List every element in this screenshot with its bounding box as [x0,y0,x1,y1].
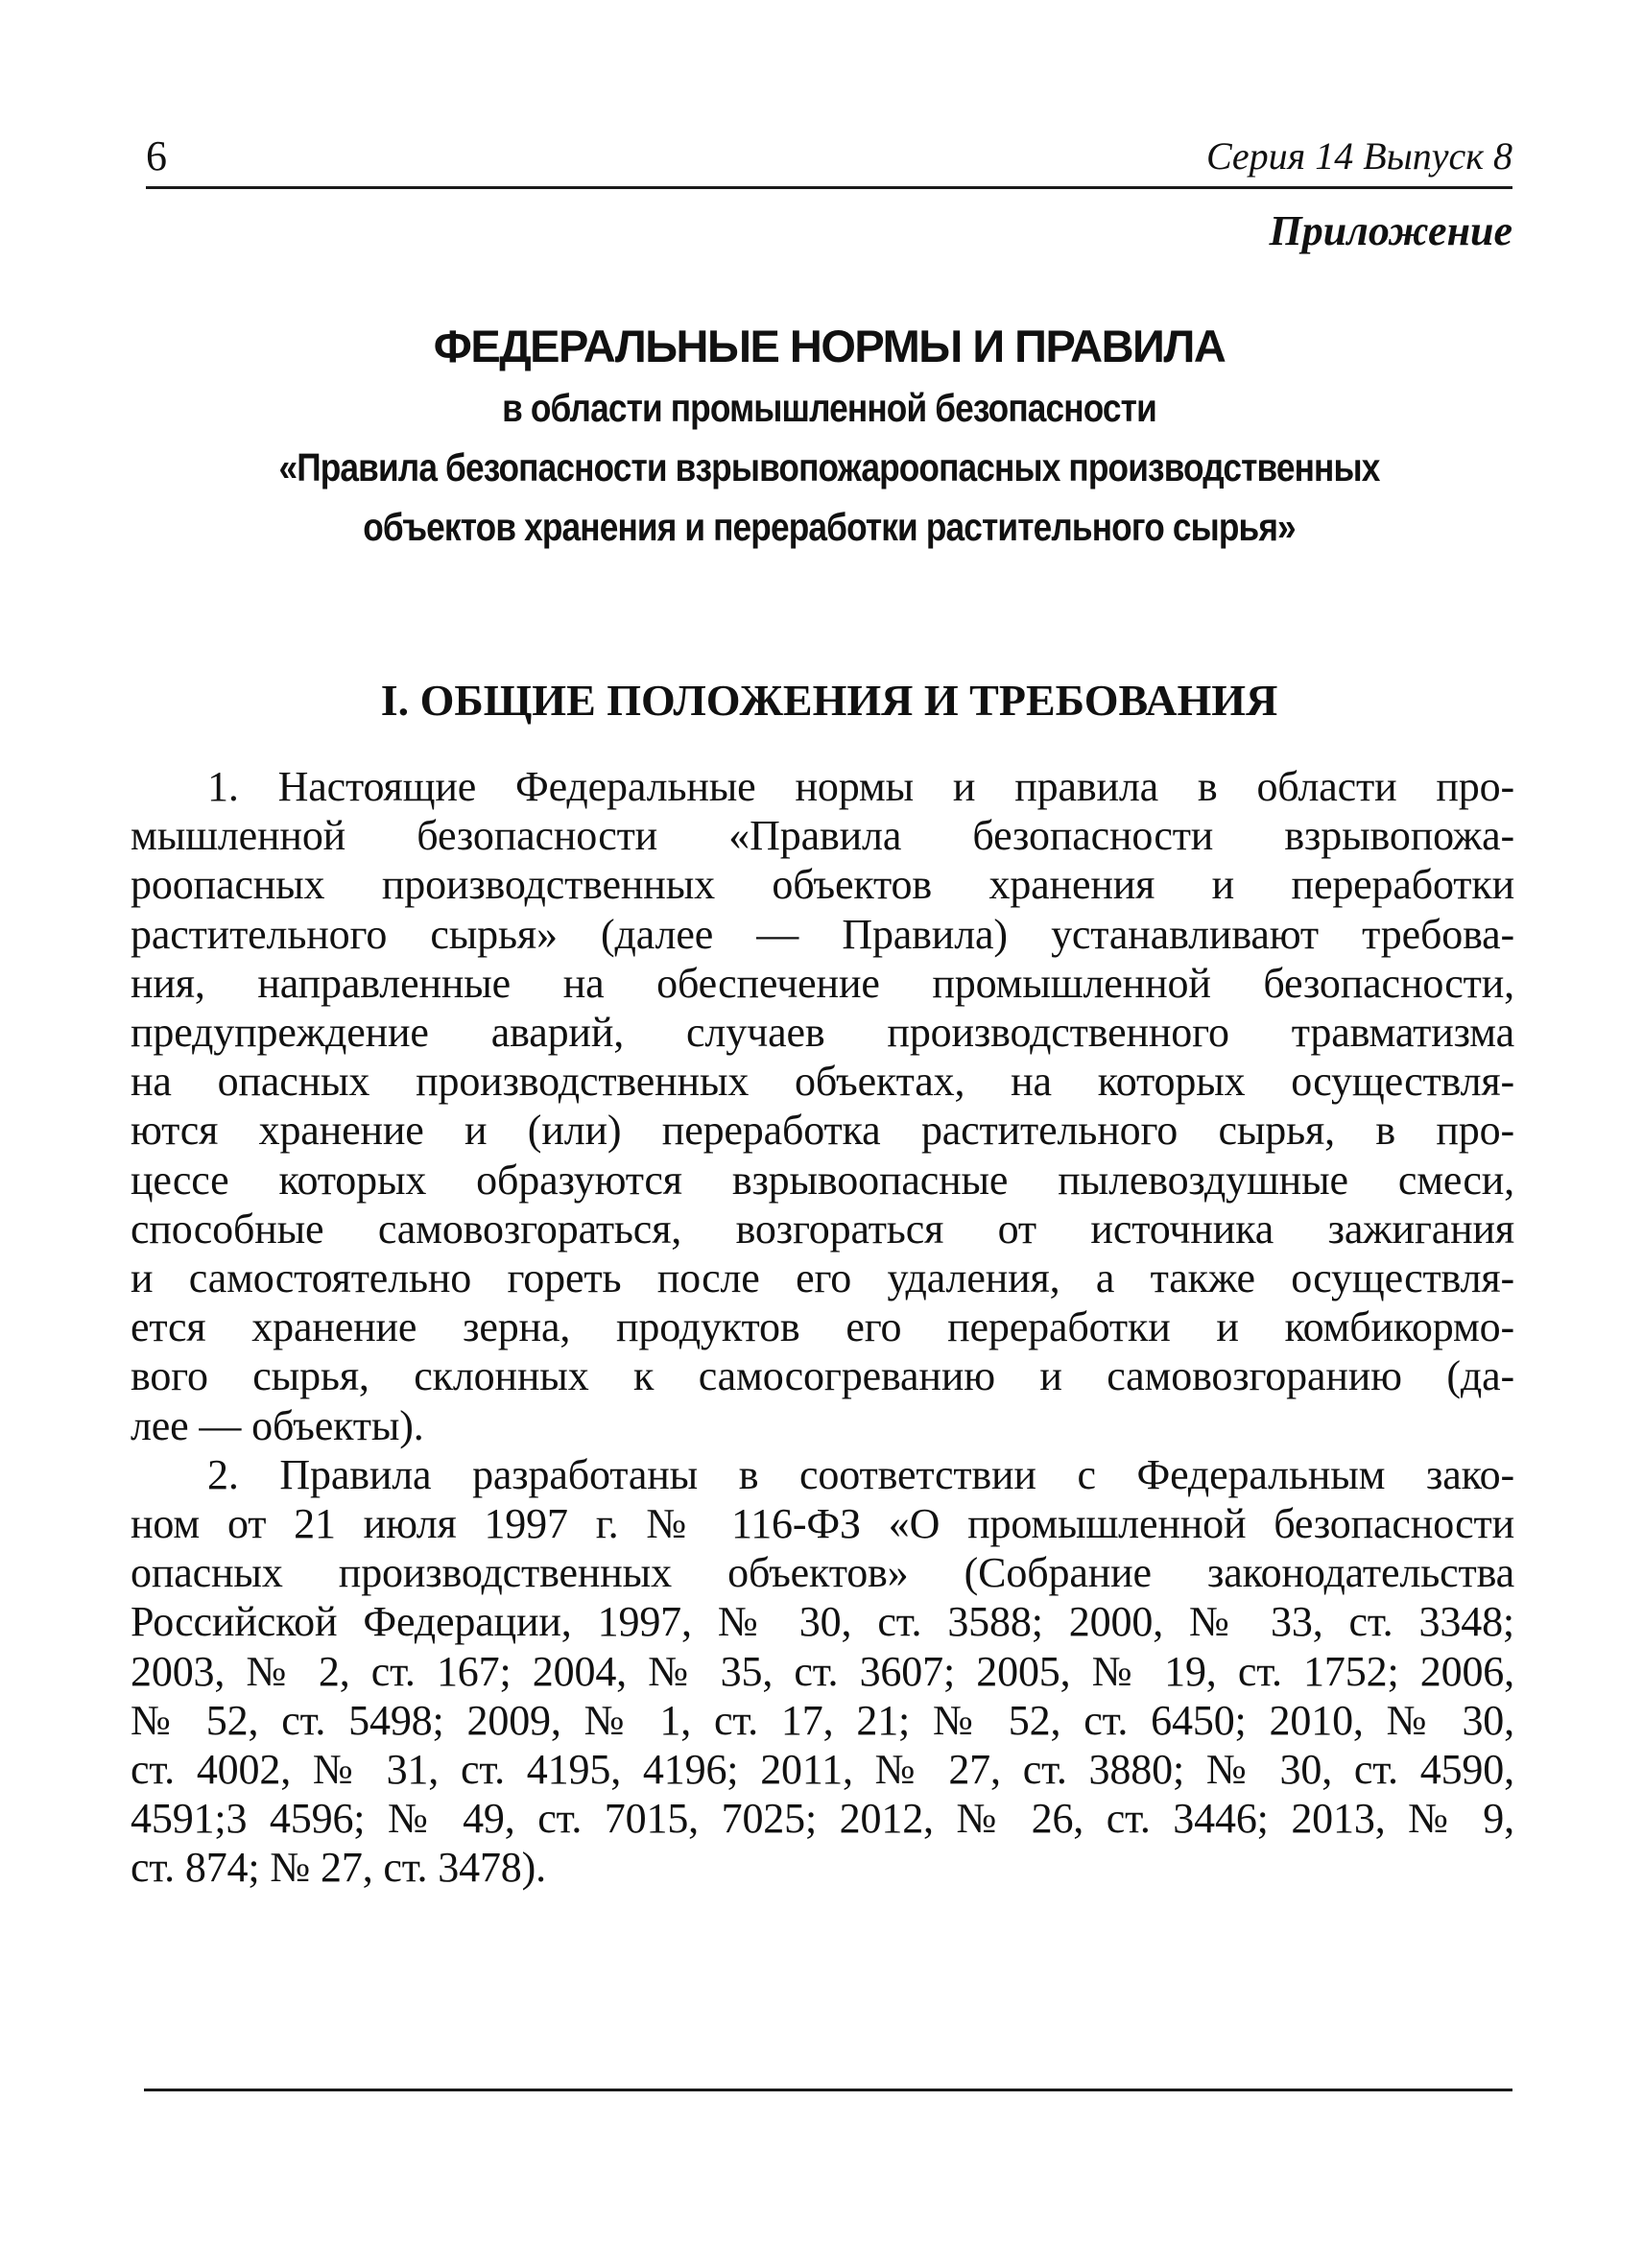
appendix-label: Приложение [1269,207,1512,254]
text-line: цессе которых образуются взрывоопасные пылевоздушные смеси, [131,1156,1514,1204]
text-line: способные самовозгораться, возгораться от источника зажигания [131,1205,1514,1253]
title-line: в области промышленной безопасности [502,386,1156,430]
text-line: лее — объекты). [131,1401,424,1449]
paragraph-1 [131,762,1514,1450]
text-line: опасных производственных объектов» (Собрание законодательства [131,1549,1514,1597]
text-line: ст. 874; № 27, ст. 3478). [131,1844,547,1892]
paragraph-2 [131,1450,1514,1893]
text-line: ст. 4002, № 31, ст. 4195, 4196; 2011, № 27, ст. 3880; № 30, ст. 4590, [131,1746,1514,1794]
text-line: ется хранение зерна, продуктов его переработки и комбикормо- [131,1303,1514,1351]
title-line: объектов хранения и переработки растительного сырья» [363,505,1296,549]
text-line: Российской Федерации, 1997, № 30, ст. 3588; 2000, № 33, ст. 3348; [131,1598,1514,1646]
text-line: мышленной безопасности «Правила безопасности взрывопожа- [131,812,1514,860]
text-line: ном от 21 июля 1997 г. № 116-ФЗ «О промышленной безопасности [131,1500,1514,1548]
page-number: 6 [146,132,167,179]
text-line: 2. Правила разработаны в соответствии с Федеральным зако- [207,1450,1514,1498]
text-line: вого сырья, склонных к самосогреванию и самовозгоранию (да- [131,1352,1514,1400]
text-line: и самостоятельно гореть после его удаления, а также осуществля- [131,1254,1514,1302]
text-line: 2003, № 2, ст. 167; 2004, № 35, ст. 3607; 2005, № 19, ст. 1752; 2006, [131,1647,1514,1695]
text-line: предупреждение аварий, случаев производственного травматизма [131,1009,1514,1057]
text-line: № 52, ст. 5498; 2009, № 1, ст. 17, 21; № 52, ст. 6450; 2010, № 30, [131,1696,1514,1744]
running-header [146,127,1512,189]
text-line: на опасных производственных объектах, на которых осуществля- [131,1058,1514,1106]
section-heading: I. ОБЩИЕ ПОЛОЖЕНИЯ И ТРЕБОВАНИЯ [380,676,1278,725]
text-line: растительного сырья» (далее — Правила) устанавливают требова- [131,910,1514,958]
document-title [144,315,1514,557]
text-line: ния, направленные на обеспечение промышленной безопасности, [131,959,1514,1007]
text-line: 1. Настоящие Федеральные нормы и правила в области про- [207,763,1514,810]
footer-divider [144,2089,1512,2091]
title-line: «Правила безопасности взрывопожароопасных производственных [278,445,1380,489]
text-line: роопасных производственных объектов хранения и переработки [131,861,1514,909]
body-text [131,762,1514,1893]
text-line: 4591;3 4596; № 49, ст. 7015, 7025; 2012, № 26, ст. 3446; 2013, № 9, [131,1795,1514,1843]
text-line: ются хранение и (или) переработка растительного сырья, в про- [131,1107,1514,1155]
series-issue-label: Серия 14 Выпуск 8 [1205,134,1512,178]
title-main: ФЕДЕРАЛЬНЫЕ НОРМЫ И ПРАВИЛА [433,321,1226,371]
